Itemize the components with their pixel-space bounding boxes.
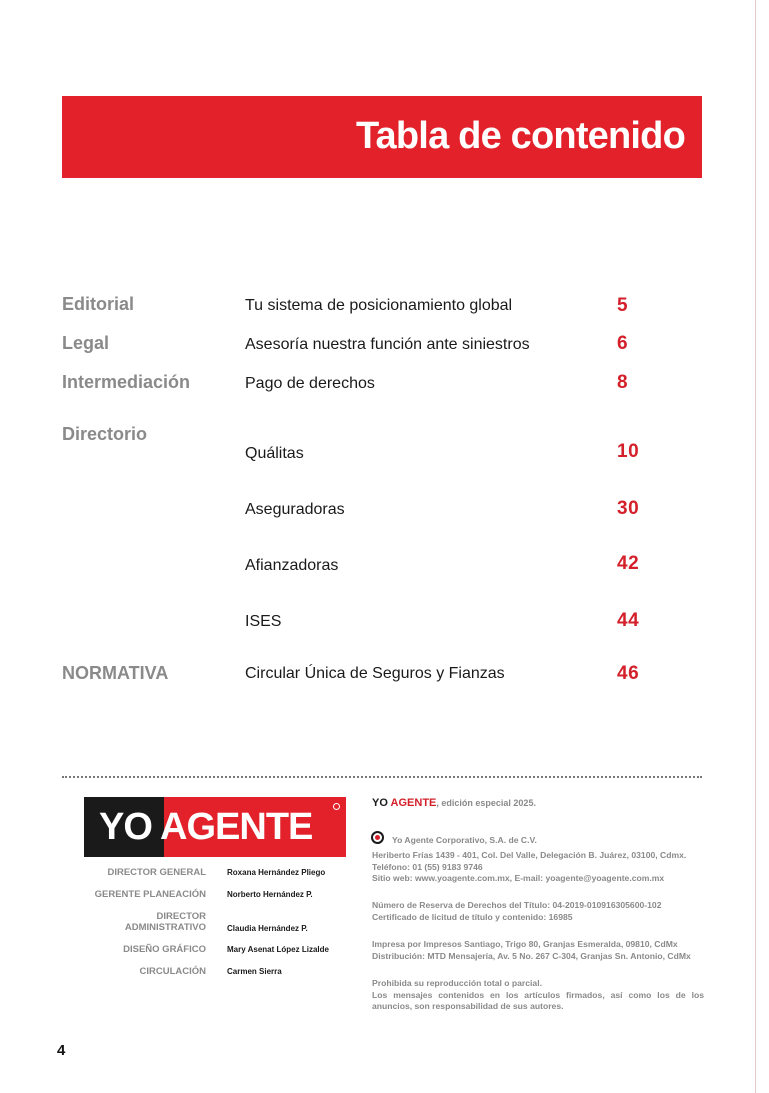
toc-entry-legal[interactable]: Asesoría nuestra función ante siniestros [245, 336, 530, 353]
toc-page-qualitas: 10 [617, 441, 640, 462]
logo-text: YO AGENTE [99, 806, 313, 848]
toc-entry-ises[interactable]: ISES [245, 613, 282, 630]
target-icon [371, 831, 384, 844]
legal-certificado: Certificado de licitud de título y contenido: 16985 [372, 911, 573, 922]
dotted-divider [62, 776, 702, 778]
company-name: Yo Agente Corporativo, S.A. de C.V. [392, 835, 537, 845]
staff-role-gerente-planeacion: GERENTE PLANEACIÓN [94, 889, 206, 900]
page-edge-line [755, 0, 756, 1093]
corporate-info [372, 850, 704, 885]
toc-section-editorial: Editorial [62, 294, 135, 314]
staff-name-circulacion: Carmen Sierra [227, 967, 282, 976]
toc-page-afianzadoras: 42 [617, 553, 640, 574]
page-number: 4 [57, 1042, 66, 1059]
title-banner [62, 96, 702, 178]
corporate-web[interactable]: Sitio web: www.yoagente.com.mx, E-mail: yoagente@yoagente.com.mx [372, 873, 665, 883]
disclaimer [372, 978, 704, 1013]
legal-info [372, 900, 704, 923]
toc-entry-normativa[interactable]: Circular Única de Seguros y Fianzas [245, 665, 505, 682]
toc-entry-qualitas[interactable]: Quálitas [245, 445, 304, 462]
company-name-block [392, 835, 692, 847]
legal-reserva: Número de Reserva de Derechos del Título: 04-2019-010916305600-102 [372, 900, 662, 910]
staff-role-director-general: DIRECTOR GENERAL [107, 867, 206, 878]
toc-page-legal: 6 [617, 333, 629, 354]
staff-name-director-administrativo: Claudia Hernández P. [227, 924, 308, 933]
staff-role-circulacion: CIRCULACIÓN [139, 966, 206, 977]
toc-page-aseguradoras: 30 [617, 498, 640, 519]
disclaimer-line2: Los mensajes contenidos en los artículos firmados, así como los de los anuncios, son responsabilidad de sus autores. [372, 989, 704, 1011]
staff-name-director-general: Roxana Hernández Pliego [227, 868, 326, 877]
staff-name-diseno-grafico: Mary Asenat López Lizalde [227, 945, 329, 954]
toc-entry-aseguradoras[interactable]: Aseguradoras [245, 501, 345, 518]
staff-role-director-administrativo: DIRECTOR ADMINISTRATIVO [124, 911, 206, 933]
toc-entry-intermediacion[interactable]: Pago de derechos [245, 375, 375, 392]
toc-section-intermediacion: Intermediación [62, 372, 191, 392]
edition-yo: YO [372, 797, 391, 809]
printing-impreso: Impresa por Impresos Santiago, Trigo 80, Granjas Esmeralda, 09810, CdMx [372, 939, 678, 949]
toc-page-normativa: 46 [617, 663, 640, 684]
staff-name-gerente-planeacion: Norberto Hernández P. [227, 890, 313, 899]
page-title: Tabla de contenido [355, 115, 685, 157]
corporate-phone: Teléfono: 01 (55) 9183 9746 [372, 861, 483, 872]
toc-section-directorio: Directorio [62, 424, 148, 444]
registered-mark-icon [333, 803, 340, 810]
edition-agente: AGENTE [390, 797, 437, 809]
corporate-address: Heriberto Frías 1439 - 401, Col. Del Valle, Delegación B. Juárez, 03100, Cdmx. [372, 850, 687, 860]
staff-role-diseno-grafico: DISEÑO GRÁFICO [123, 944, 206, 955]
printing-info [372, 939, 704, 962]
toc-page-intermediacion: 8 [617, 372, 629, 393]
toc-section-normativa: NORMATIVA [62, 663, 169, 683]
toc-entry-afianzadoras[interactable]: Afianzadoras [245, 557, 339, 574]
toc-page-ises: 44 [617, 610, 640, 631]
toc-section-legal: Legal [62, 333, 110, 353]
toc-page-editorial: 5 [617, 295, 629, 316]
toc-entry-editorial[interactable]: Tu sistema de posicionamiento global [245, 297, 513, 314]
yo-agente-logo [84, 797, 346, 857]
edition-rest: , edición especial 2025. [436, 798, 536, 808]
disclaimer-line1: Prohibida su reproducción total o parcial. [372, 978, 542, 988]
edition-line [372, 797, 536, 809]
printing-distribucion: Distribución: MTD Mensajería, Av. 5 No. 267 C-304, Granjas Sn. Antonio, CdMx [372, 950, 691, 961]
